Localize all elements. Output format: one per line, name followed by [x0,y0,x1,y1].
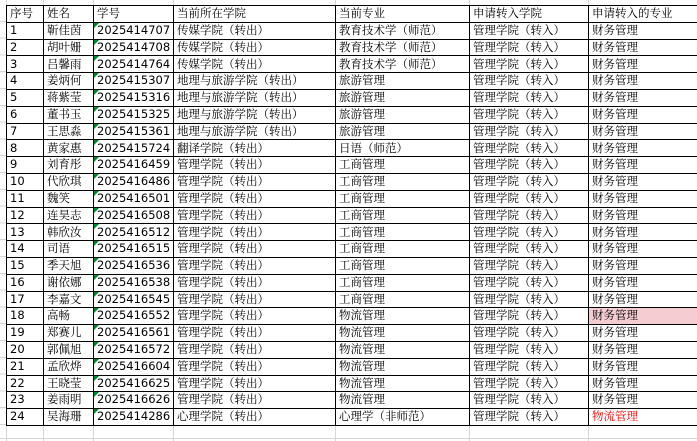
cell-student-id[interactable]: 2025415307 [94,73,174,90]
cell-name[interactable]: 高畅 [44,308,94,325]
cell-current-major[interactable]: 物流管理 [336,392,470,409]
cell-target-college[interactable]: 管理学院（转入） [470,341,589,358]
cell-current-college[interactable]: 管理学院（转出） [174,224,336,241]
cell-student-id[interactable]: 2025416545 [94,291,174,308]
cell-target-major[interactable]: 财务管理 [589,157,697,174]
cell-current-college[interactable]: 地理与旅游学院（转出） [174,106,336,123]
cell-current-college[interactable]: 地理与旅游学院（转出） [174,89,336,106]
cell-target-major[interactable]: 财务管理 [589,325,697,342]
cell-target-college[interactable]: 管理学院（转入） [470,73,589,90]
cell-target-major[interactable]: 财务管理 [589,224,697,241]
cell-current-college[interactable]: 管理学院（转出） [174,173,336,190]
cell-no[interactable]: 24 [7,409,44,426]
table-row [7,291,697,308]
cell-target-college[interactable]: 管理学院（转入） [470,39,589,56]
cell-target-major[interactable]: 财务管理 [589,39,697,56]
cell-target-major[interactable]: 财务管理 [589,392,697,409]
table-row [7,123,697,140]
cell-name[interactable]: 蒋紫莹 [44,89,94,106]
cell-no[interactable]: 14 [7,241,44,258]
cell-student-id[interactable]: 2025416552 [94,308,174,325]
table-row [7,106,697,123]
cell-target-college[interactable]: 管理学院（转入） [470,190,589,207]
cell-name[interactable]: 吕馨雨 [44,56,94,73]
table-row [7,224,697,241]
cell-student-id[interactable]: 2025415316 [94,89,174,106]
cell-target-college[interactable]: 管理学院（转入） [470,358,589,375]
cell-current-college[interactable]: 管理学院（转出） [174,190,336,207]
cell-target-major[interactable]: 财务管理 [589,106,697,123]
cell-current-major[interactable]: 教育技术学（师范） [336,39,470,56]
cell-target-major[interactable]: 财务管理 [589,190,697,207]
cell-name[interactable]: 黄家惠 [44,140,94,157]
cell-target-college[interactable]: 管理学院（转入） [470,308,589,325]
cell-no[interactable]: 9 [7,157,44,174]
cell-current-major[interactable]: 工商管理 [336,207,470,224]
cell-current-major[interactable]: 工商管理 [336,157,470,174]
cell-no[interactable]: 18 [7,308,44,325]
cell-name[interactable]: 郑赛儿 [44,325,94,342]
table-row [7,140,697,157]
cell-no[interactable]: 4 [7,73,44,90]
cell-current-college[interactable]: 心理学院（转出） [174,409,336,426]
cell-name[interactable]: 谢依娜 [44,274,94,291]
table-row [7,257,697,274]
cell-student-id[interactable]: 2025415724 [94,140,174,157]
cell-student-id[interactable]: 2025416515 [94,241,174,258]
cell-current-college[interactable]: 管理学院（转出） [174,157,336,174]
table-row [7,358,697,375]
table-row [7,325,697,342]
header-name[interactable]: 姓名 [44,6,94,23]
cell-no[interactable]: 12 [7,207,44,224]
cell-current-college[interactable]: 管理学院（转出） [174,291,336,308]
cell-current-college[interactable]: 管理学院（转出） [174,392,336,409]
cell-target-college[interactable]: 管理学院（转入） [470,409,589,426]
cell-no[interactable]: 20 [7,341,44,358]
cell-current-college[interactable]: 管理学院（转出） [174,257,336,274]
cell-student-id[interactable]: 2025416512 [94,224,174,241]
cell-current-college[interactable]: 管理学院（转出） [174,375,336,392]
cell-name[interactable]: 吴海珊 [44,409,94,426]
cell-student-id[interactable]: 2025416538 [94,274,174,291]
cell-target-college[interactable]: 管理学院（转入） [470,157,589,174]
table-row [7,173,697,190]
table-row [7,409,697,426]
cell-name[interactable]: 李嘉文 [44,291,94,308]
cell-name[interactable]: 郭佩旭 [44,341,94,358]
cell-current-major[interactable]: 旅游管理 [336,106,470,123]
cell-no[interactable]: 3 [7,56,44,73]
cell-target-college[interactable]: 管理学院（转入） [470,291,589,308]
cell-current-major[interactable]: 日语（师范） [336,140,470,157]
cell-current-college[interactable]: 传媒学院（转出） [174,56,336,73]
cell-no[interactable]: 16 [7,274,44,291]
cell-target-major[interactable]: 财务管理 [589,375,697,392]
cell-target-major[interactable]: 财务管理 [589,358,697,375]
cell-student-id[interactable]: 2025416604 [94,358,174,375]
cell-student-id[interactable]: 2025414764 [94,56,174,73]
header-no[interactable]: 序号 [7,6,44,23]
cell-name[interactable]: 王晓莹 [44,375,94,392]
table-row [7,22,697,39]
cell-current-major[interactable]: 工商管理 [336,291,470,308]
cell-student-id[interactable]: 2025414707 [94,22,174,39]
transfer-table [6,5,697,426]
table-row [7,56,697,73]
cell-current-major[interactable]: 旅游管理 [336,89,470,106]
table-row [7,190,697,207]
cell-target-college[interactable]: 管理学院（转入） [470,123,589,140]
cell-target-major[interactable]: 财务管理 [589,241,697,258]
cell-name[interactable]: 刘育彤 [44,157,94,174]
cell-no[interactable]: 19 [7,325,44,342]
cell-name[interactable]: 季天旭 [44,257,94,274]
header-current-major[interactable]: 当前专业 [336,6,470,23]
cell-current-college[interactable]: 翻译学院（转出） [174,140,336,157]
cell-no[interactable]: 2 [7,39,44,56]
cell-current-major[interactable]: 物流管理 [336,325,470,342]
cell-target-major[interactable]: 财务管理 [589,73,697,90]
cell-name[interactable]: 孟欣烨 [44,358,94,375]
cell-current-major[interactable]: 物流管理 [336,358,470,375]
table-row [7,274,697,291]
cell-name[interactable]: 代欣琪 [44,173,94,190]
cell-current-major[interactable]: 旅游管理 [336,123,470,140]
cell-target-college[interactable]: 管理学院（转入） [470,224,589,241]
cell-no[interactable]: 22 [7,375,44,392]
cell-student-id[interactable]: 2025416625 [94,375,174,392]
cell-target-major[interactable]: 财务管理 [589,291,697,308]
cell-student-id[interactable]: 2025416486 [94,173,174,190]
header-target-major[interactable]: 申请转入的专业 [589,6,697,23]
cell-current-major[interactable]: 教育技术学（师范） [336,22,470,39]
cell-no[interactable]: 15 [7,257,44,274]
cell-target-major[interactable]: 财务管理 [589,308,697,325]
cell-current-college[interactable]: 管理学院（转出） [174,207,336,224]
cell-target-college[interactable]: 管理学院（转入） [470,392,589,409]
cell-target-major[interactable]: 财务管理 [589,257,697,274]
table-row [7,73,697,90]
cell-current-major[interactable]: 物流管理 [336,375,470,392]
cell-current-major[interactable]: 工商管理 [336,274,470,291]
cell-current-college[interactable]: 管理学院（转出） [174,308,336,325]
cell-target-major[interactable]: 财务管理 [589,207,697,224]
cell-current-major[interactable]: 物流管理 [336,308,470,325]
cell-current-major[interactable]: 工商管理 [336,241,470,258]
cell-current-college[interactable]: 管理学院（转出） [174,274,336,291]
cell-target-major[interactable]: 财务管理 [589,89,697,106]
cell-no[interactable]: 10 [7,173,44,190]
cell-current-college[interactable]: 地理与旅游学院（转出） [174,123,336,140]
cell-target-college[interactable]: 管理学院（转入） [470,257,589,274]
cell-no[interactable]: 23 [7,392,44,409]
cell-target-major[interactable]: 财务管理 [589,140,697,157]
cell-current-college[interactable]: 地理与旅游学院（转出） [174,73,336,90]
cell-target-college[interactable]: 管理学院（转入） [470,325,589,342]
table-row [7,207,697,224]
cell-target-college[interactable]: 管理学院（转入） [470,375,589,392]
cell-student-id[interactable]: 2025416501 [94,190,174,207]
cell-student-id[interactable]: 2025415361 [94,123,174,140]
cell-student-id[interactable]: 2025416508 [94,207,174,224]
table-row [7,89,697,106]
cell-name[interactable]: 姜雨明 [44,392,94,409]
cell-name[interactable]: 姜炳何 [44,73,94,90]
cell-target-college[interactable]: 管理学院（转入） [470,241,589,258]
table-row [7,375,697,392]
table-row [7,341,697,358]
cell-student-id[interactable]: 2025414708 [94,39,174,56]
header-student-id[interactable]: 学号 [94,6,174,23]
cell-name[interactable]: 司语 [44,241,94,258]
table-body [7,22,697,425]
gridline [0,438,697,439]
cell-target-major[interactable]: 财务管理 [589,22,697,39]
cell-target-college[interactable]: 管理学院（转入） [470,106,589,123]
cell-name[interactable]: 魏笑 [44,190,94,207]
cell-target-college[interactable]: 管理学院（转入） [470,56,589,73]
cell-current-college[interactable]: 管理学院（转出） [174,358,336,375]
cell-no[interactable]: 1 [7,22,44,39]
cell-current-college[interactable]: 管理学院（转出） [174,241,336,258]
cell-no[interactable]: 11 [7,190,44,207]
cell-target-major[interactable]: 财务管理 [589,173,697,190]
table-row [7,308,697,325]
cell-student-id[interactable]: 2025416459 [94,157,174,174]
cell-current-major[interactable]: 工商管理 [336,224,470,241]
cell-target-college[interactable]: 管理学院（转入） [470,173,589,190]
cell-current-major[interactable]: 工商管理 [336,173,470,190]
cell-name[interactable]: 董书玉 [44,106,94,123]
cell-student-id[interactable]: 2025414286 [94,409,174,426]
cell-no[interactable]: 13 [7,224,44,241]
cell-no[interactable]: 7 [7,123,44,140]
cell-current-major[interactable]: 教育技术学（师范） [336,56,470,73]
cell-target-college[interactable]: 管理学院（转入） [470,89,589,106]
cell-student-id[interactable]: 2025416626 [94,392,174,409]
cell-current-major[interactable]: 心理学（非师范） [336,409,470,426]
cell-no[interactable]: 6 [7,106,44,123]
cell-student-id[interactable]: 2025416561 [94,325,174,342]
cell-name[interactable]: 韩欣汝 [44,224,94,241]
cell-target-college[interactable]: 管理学院（转入） [470,140,589,157]
header-current-college[interactable]: 当前所在学院 [174,6,336,23]
table-row [7,392,697,409]
cell-target-major[interactable]: 物流管理 [589,409,697,426]
header-target-college[interactable]: 申请转入学院 [470,6,589,23]
cell-student-id[interactable]: 2025416536 [94,257,174,274]
cell-student-id[interactable]: 2025416572 [94,341,174,358]
cell-target-major[interactable]: 财务管理 [589,123,697,140]
table-row [7,157,697,174]
cell-target-college[interactable]: 管理学院（转入） [470,22,589,39]
cell-no[interactable]: 17 [7,291,44,308]
cell-current-college[interactable]: 管理学院（转出） [174,341,336,358]
cell-target-major[interactable]: 财务管理 [589,341,697,358]
cell-target-major[interactable]: 财务管理 [589,56,697,73]
cell-target-major[interactable]: 财务管理 [589,274,697,291]
cell-current-college[interactable]: 传媒学院（转出） [174,22,336,39]
table-row [7,241,697,258]
cell-current-college[interactable]: 管理学院（转出） [174,325,336,342]
cell-student-id[interactable]: 2025415325 [94,106,174,123]
cell-no[interactable]: 5 [7,89,44,106]
cell-name[interactable]: 靳佳茵 [44,22,94,39]
cell-current-college[interactable]: 传媒学院（转出） [174,39,336,56]
cell-name[interactable]: 胡叶姗 [44,39,94,56]
cell-current-major[interactable]: 物流管理 [336,341,470,358]
cell-no[interactable]: 21 [7,358,44,375]
cell-current-major[interactable]: 旅游管理 [336,73,470,90]
cell-target-college[interactable]: 管理学院（转入） [470,207,589,224]
table-row [7,39,697,56]
cell-current-major[interactable]: 工商管理 [336,257,470,274]
cell-no[interactable]: 8 [7,140,44,157]
cell-current-major[interactable]: 工商管理 [336,190,470,207]
cell-name[interactable]: 王思淼 [44,123,94,140]
cell-name[interactable]: 连昊志 [44,207,94,224]
header-row [7,6,697,23]
cell-target-college[interactable]: 管理学院（转入） [470,274,589,291]
